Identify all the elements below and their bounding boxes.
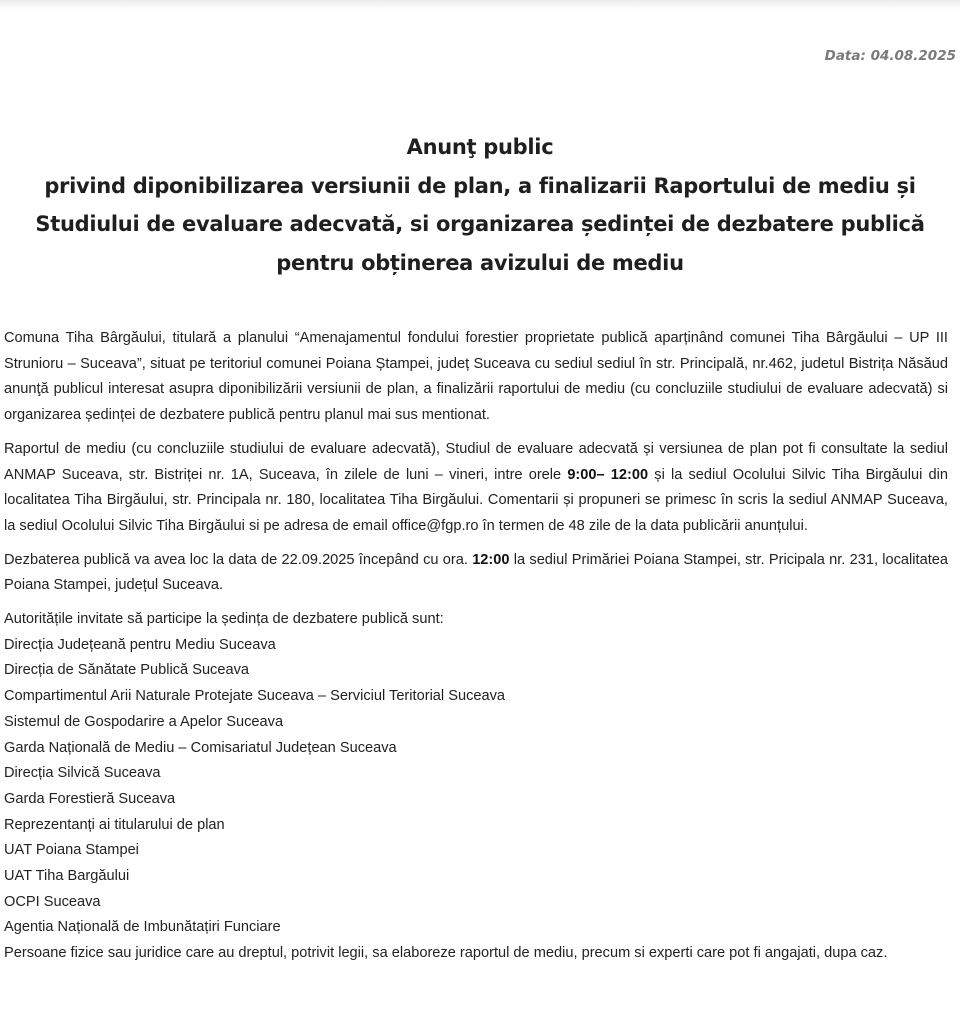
- paragraph-debate: [4, 548, 948, 599]
- title-line-2: privind diponibilizarea versiunii de plan, a finalizarii Raportului de mediu și: [44, 173, 916, 198]
- authorities-list: [4, 633, 948, 941]
- debate-hour: 12:00: [472, 551, 510, 568]
- debate-text-2: la sediul Primăriei Poiana Stampei, str. Pricipala nr. 231, localitatea Poiana Stampei, județul Suceava.: [4, 551, 948, 594]
- list-item: Direcția de Sănătate Publică Suceava: [4, 662, 250, 679]
- paragraph-applicant: Comuna Tiha Bârgăului, titulară a planului “Amenajamentul fondului forestier proprietate publică aparținând comunei Tiha Bârgăului – UP III Strunioru – Suceava”, situat pe teritoriul comunei Poiana Ștampei, județ Suceava cu sediul sediul în str. Principală, nr.462, judetul Bistrița Năsăud anunţă publicul interesat asupra diponibilizării versiunii de plan, a finalizării raportului de mediu (cu concluziile studiului de evaluare adecvată) si organizarea ședinței de dezbatere publică pentru planul mai sus mentionat.: [4, 330, 948, 424]
- list-item: Garda Forestieră Suceava: [4, 790, 176, 807]
- list-item: Reprezentanți ai titularului de plan: [4, 816, 225, 833]
- list-item: OCPI Suceava: [4, 893, 101, 910]
- list-item: Direcția Silvică Suceava: [4, 765, 161, 782]
- consultation-hours: 9:00– 12:00: [567, 466, 649, 483]
- list-item: Sistemul de Gospodarire a Apelor Suceava: [4, 713, 284, 730]
- consultation-text-1: Raportul de mediu (cu concluziile studiului de evaluare adecvată), Studiul de evaluare adecvată și versiunea de plan pot fi consultate la sediul ANMAP Suceava, str. Bistriței nr. 1A, Suceava, în zilele de luni – vineri, intre orele: [4, 440, 948, 483]
- announcement-date: Data: 04.08.2025: [824, 48, 956, 64]
- consultation-text-2: și la sediul Ocolului Silvic Tiha Birgăului din localitatea Tiha Birgăului, str. Principala nr. 180, localitatea Tiha Birgăului. Comentarii și propuneri se primesc în scris la sediul ANMAP Suceava, la sediul Ocolului Silvic Tiha Birgăului si pe adresa de email office@fgp.ro în termen de 48 zile de la data publicării anunțului.: [4, 466, 948, 534]
- debate-text-1: Dezbaterea publică va avea loc la data de 22.09.2025 începând cu ora.: [4, 551, 473, 568]
- paragraph-consultation: [4, 437, 948, 540]
- announcement-title: [0, 128, 960, 282]
- list-item: Direcția Județeană pentru Mediu Suceava: [4, 636, 276, 653]
- top-shadow-bar: [0, 0, 960, 10]
- title-line-3: Studiului de evaluare adecvată, si organizarea ședinței de dezbatere publică: [35, 212, 925, 236]
- list-item: Garda Națională de Mediu – Comisariatul Județean Suceava: [4, 739, 397, 756]
- announcement-body: [4, 326, 948, 975]
- title-line-1: Anunţ public: [406, 135, 554, 159]
- closing-paragraph: Persoane fizice sau juridice care au dreptul, potrivit legii, sa elaboreze raportul de mediu, precum si experti care pot fi angajati, dupa caz.: [4, 945, 888, 962]
- list-item: Agentia Națională de Imbunătațiri Funciare: [4, 919, 281, 936]
- list-item: UAT Tiha Bargăului: [4, 868, 130, 885]
- list-item: UAT Poiana Stampei: [4, 842, 139, 859]
- list-item: Compartimentul Arii Naturale Protejate Suceava – Serviciul Teritorial Suceava: [4, 688, 506, 705]
- title-line-4: pentru obținerea avizului de mediu: [276, 250, 684, 275]
- authorities-intro: Autoritățile invitate să participe la ședința de dezbatere publică sunt:: [4, 611, 444, 628]
